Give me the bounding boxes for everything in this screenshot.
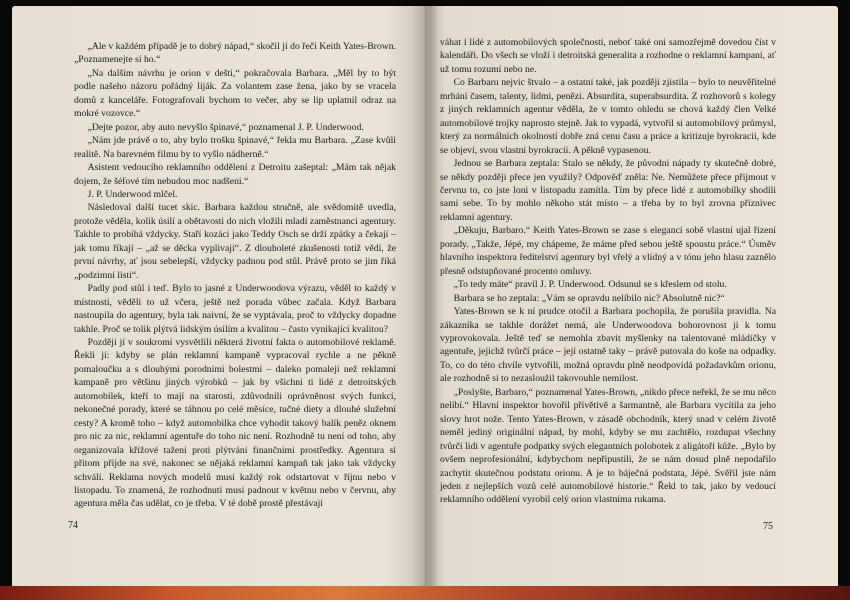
right-paragraph: Jednou se Barbara zeptala: Stalo se někdy, že původní nápady ty skutečně dobré, se někdy později přece jen využily? Odpověď zněla: Ne. Nemůžete přece přijmout v červnu to, co jste loni v listopadu zamítla. Tím by přece lidé z automobilky shodili sami sebe. To by mohlo někoho stát místo – a třeba by to byl zrovna příznivec reklamní agentury. — [440, 158, 776, 223]
book-cover-edge — [0, 586, 850, 600]
right-paragraph: „Děkuju, Barbaro.“ Keith Yates-Brown se zase s elegancí sobě vlastní ujal řízení porady. „Takže, Jépé, my chápeme, že máme před sebou ještě spoustu práce.“ Úsměv hlavního inspektora ředitelství agentury byl vřelý a vlídný a v tónu jeho hlasu zaznělo přesně odstupňované procento omluvy. — [440, 225, 776, 277]
left-paragraph: J. P. Underwood mlčel. — [87, 188, 178, 200]
right-paragraph: Barbara se ho zeptala: „Vám se opravdu nelíbilo nic? Absolutně nic?“ — [453, 292, 725, 304]
right-page-text — [440, 36, 776, 507]
right-paragraph: váhat i lidé z automobilových společností, neboť také oni samozřejmě dovedou číst v kalendáři. Do všech se vloží i detroitská generalita a rozhodne o reklamní kampani, ať už tomu rozumí nebo ne. — [440, 37, 776, 75]
right-paragraph: Co Barbaru nejvíc štvalo – a ostatní také, jak později zjistila – bylo to neuvěřitelné mrhání časem, talenty, lidmi, penězi. Absurdita, superabsurdita. Z rozhovorů s kolegy z jiných reklamních agentur věděla, že v tomto ohledu se chová každý člen Velké automobilové trojky naprosto stejně. Jak to vypadá, vytvořil si automobilový průmysl, který za normálních okolností dobře zná cenu času a práce a kritizuje byrokracii, kde se objeví, svou vlastní byrokracii. A pěkně vypasenou. — [440, 77, 776, 156]
right-paragraph: „Poslyšte, Barbaro,“ poznamenal Yates-Brown, „nikdo přece neřekl, že se mu něco nelíbí.“ Hlavní inspektor hovořil přívětivě a šarmantně, ale Barbara vycítila za jeho slovy hrot nože. Tento Yates-Brown, v zásadě obchodník, který snad v celém životě neměl jediný originální nápad, by mohl, kdyby se mu zachtělo, rozdupat všechny tvůrčí lidi v agentuře podpatky svých elegantních polobotek z aligátoří kůže. „Bylo by ovšem neprofesionální, kdybychom nepřipustili, že se nám dosud plně nepodařilo zachytit skutečnou podstatu orionu. A je to báječná podstata, Jépé. Svěřil jste nám jeden z nejlepších vozů celé automobilové historie.“ Řekl to tak, jako by vedoucí reklamního oddělení vyrobil celý orion vlastníma rukama. — [440, 386, 776, 506]
page-number-left: 74 — [68, 520, 78, 531]
left-paragraph: „Nám jde právě o to, aby bylo trošku špinavé,“ řekla mu Barbara. „Zase kvůli realitě. Na barevném filmu by to vyšlo nádherně.“ — [74, 135, 396, 160]
left-paragraph: „Dejte pozor, aby auto nevyšlo špinavé,“ poznamenal J. P. Underwood. — [87, 121, 364, 133]
right-paragraph: „To tedy máte“ pravil J. P. Underwood. Odsunul se s křeslem od stolu. — [453, 279, 727, 291]
book-spine — [412, 6, 438, 588]
left-page-text — [74, 40, 396, 511]
left-paragraph: Následoval další tucet skic. Barbara každou stručně, ale svědomitě uvedla, protože věděla, kolik úsilí a obětavosti do nich vložili mladí zaměstnanci agentury. Takhle to probíhá vždycky. Staří kozáci jako Teddy Osch se drží zpátky a čekají – jak tomu říkají – „až se děcka vyplivají“. Z dlouholeté zkušenosti totiž vědí, že první návrhy, ať jsou sebelepší, vždycky padnou pod stůl. Právě proto se jim říká „podzimní listí“. — [74, 202, 396, 281]
left-paragraph: Padly pod stůl i teď. Bylo to jasné z Underwoodova výrazu, věděl to každý v místnosti, věděli to už včera, ještě než porada vůbec začala. Když Barbara nastoupila do agentury, byla tak naivní, že se vyptávala, proč to vždycky dopadne takhle. Proč se tolik plýtvá lidským úsilím a kvalitou – často vynikající kvalitou? — [74, 283, 396, 335]
left-paragraph: „Ale v každém případě je to dobrý nápad,“ skočil jí do řeči Keith Yates-Brown. „Poznamenejte si ho.“ — [74, 41, 396, 66]
page-number-right: 75 — [763, 521, 773, 532]
left-paragraph: Asistent vedoucího reklamního oddělení z Detroitu zašeptal: „Mám tak nějak dojem, že šéfové tím nebudou moc nadšeni.“ — [74, 162, 396, 187]
left-paragraph: Později jí v soukromí vysvětlili některá životní fakta o automobilové reklamě. Řekli jí: kdyby se plán reklamní kampaně vypracoval rychle a ne pěkně pomaloučku a s dlouhými porodními bolestmi – daleko pomalejí než reklamní kampaně pro většinu jiných výrobků – jak by všichni ti lidé z detroitských automobilek, kteří to mají na starosti, zdůvodnili oprávněnost svých funkcí, nekonečné porady, které se táhnou po celé měsíce, tučné diety a dlouhé služební cesty? A kromě toho – když automobilka chce vyhodit takový balík peněz oknem pro nic za nic, reklamní agentuře do toho nic není. Rozhodně tu není od toho, aby organizovala křížové tažení proti plýtvání finančními prostředky. Agentura si přitom přijde na své, nakonec se nějaká reklamní kampaň tak jako tak vždycky schválí. Reklama nových modelů musí každý rok odstartovat v říjnu nebo v listopadu. To znamená, že rozhodnutí musí padnout v květnu nebo v červnu, aby agentura měla čas udělat, co je třeba. V té době prostě přestávají — [74, 336, 396, 510]
left-paragraph: „Na dalším návrhu je orion v dešti,“ pokračovala Barbara. „Měl by to být podle našeho názoru pořádný liják. Za volantem zase žena, jako by se vracela domů z kanceláře. Fotografovali bychom to večer, aby se lip uplatnil odraz na mokré vozovce.“ — [74, 67, 396, 120]
right-paragraph: Yates-Brown se k ní prudce otočil a Barbara pochopila, že porušila pravidla. Na zákazníka se takhle dorážet nemá, ale Underwoodova bohorovnost ji k tomu vyprovokovala. Ještě teď se nemohla zbavit myšlenky na talentované mládíčky v agentuře, jejichž tvůrčí práce – její ostatně taky – právě putovala do koše na odpadky. To, co do této chvíle vytvořili, možná opravdu plně neodpovídá požadavkům orionu, ale rozhodně si to nezasloužil takovouhle nemilost. — [440, 306, 776, 385]
